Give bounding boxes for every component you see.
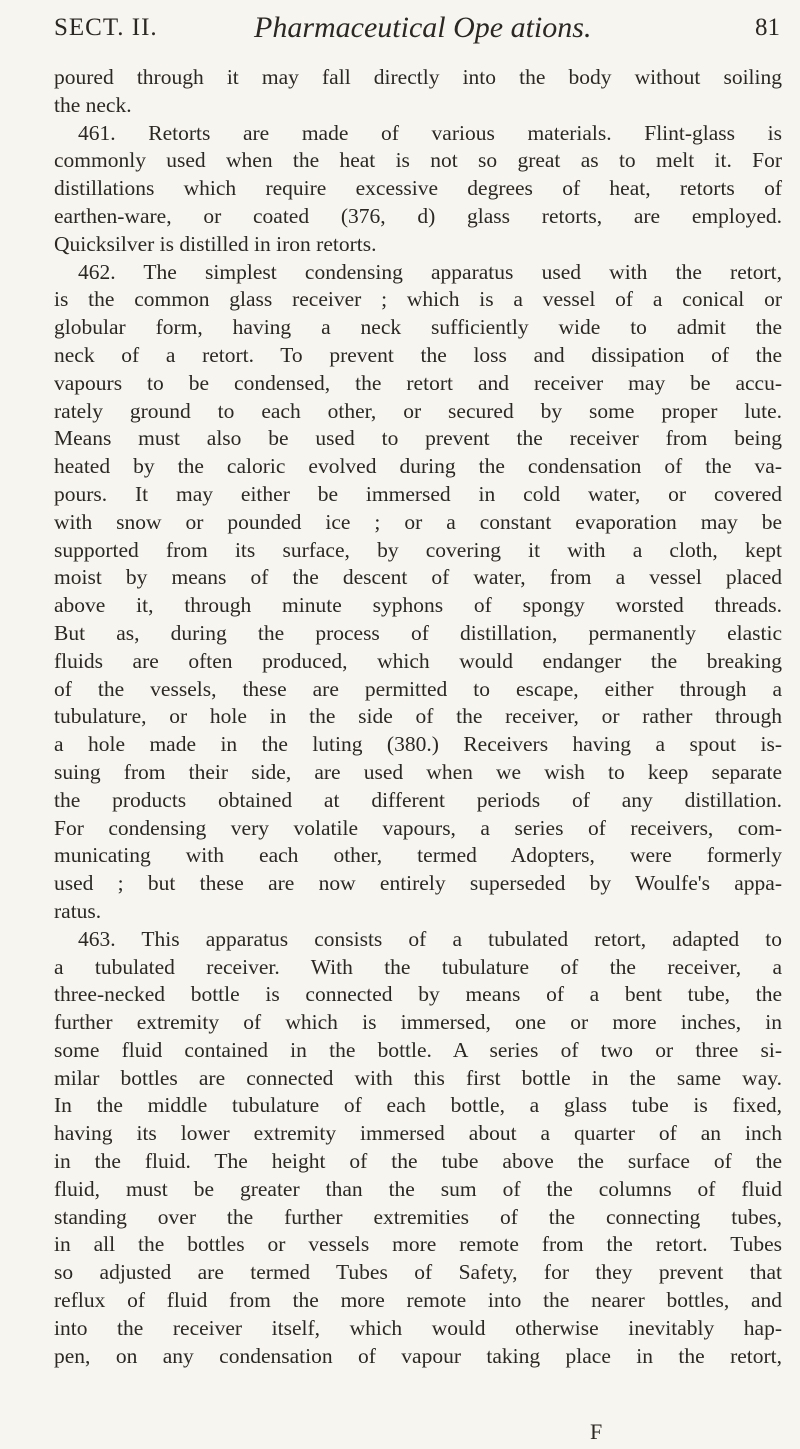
text-line: standing over the further extremities of the connecting tubes, xyxy=(54,1204,782,1229)
text-line: pen, on any condensation of vapour taking place in the retort, xyxy=(54,1343,782,1368)
text-line: is the common glass receiver ; which is a vessel of a conical or xyxy=(54,287,782,312)
text-line: 463. This apparatus consists of a tubulated retort, adapted to xyxy=(78,926,782,951)
text-line: so adjusted are termed Tubes of Safety, for they prevent that xyxy=(54,1260,782,1285)
text-line: rately ground to each other, or secured by some proper lute. xyxy=(54,398,782,423)
text-line: ratus. xyxy=(54,898,102,923)
text-line: But as, during the process of distillation, permanently elastic xyxy=(54,620,782,645)
text-line: tubulature, or hole in the side of the receiver, or rather through xyxy=(54,704,782,729)
text-line: heated by the caloric evolved during the condensation of the va- xyxy=(54,454,782,479)
text-line: earthen-ware, or coated (376, d) glass retorts, are employed. xyxy=(54,203,782,228)
text-line: three-necked bottle is connected by means of a bent tube, the xyxy=(54,982,782,1007)
text-line: neck of a retort. To prevent the loss and dissipation of the xyxy=(54,342,782,367)
text-line: municating with each other, termed Adopters, were formerly xyxy=(54,843,782,868)
page-number: 81 xyxy=(755,14,780,41)
text-line: fluid, must be greater than the sum of the columns of fluid xyxy=(54,1176,782,1201)
text-line: suing from their side, are used when we wish to keep separate xyxy=(54,759,782,784)
text-line: a hole made in the luting (380.) Receivers having a spout is- xyxy=(54,732,782,757)
text-line: distillations which require excessive degrees of heat, retorts of xyxy=(54,176,782,201)
text-line: in the fluid. The height of the tube above the surface of the xyxy=(54,1149,782,1174)
text-line: into the receiver itself, which would otherwise inevitably hap- xyxy=(54,1315,782,1340)
text-line: reflux of fluid from the more remote into the nearer bottles, and xyxy=(54,1288,782,1313)
signature-mark: F xyxy=(590,1419,603,1444)
section-label: SECT. II. xyxy=(54,14,158,41)
running-head xyxy=(54,6,780,50)
text-line: commonly used when the heat is not so great as to melt it. For xyxy=(54,148,782,173)
text-line: the neck. xyxy=(54,92,132,117)
text-line: some fluid contained in the bottle. A series of two or three si- xyxy=(54,1037,782,1062)
body-text xyxy=(54,64,782,1370)
text-line: of the vessels, these are permitted to escape, either through a xyxy=(54,676,782,701)
text-line: further extremity of which is immersed, one or more inches, in xyxy=(54,1010,782,1035)
text-line: milar bottles are connected with this first bottle in the same way. xyxy=(54,1065,782,1090)
text-line: having its lower extremity immersed about a quarter of an inch xyxy=(54,1121,782,1146)
text-line: pours. It may either be immersed in cold water, or covered xyxy=(54,481,782,506)
text-line: with snow or pounded ice ; or a constant evaporation may be xyxy=(54,509,782,534)
text-line: Quicksilver is distilled in iron retorts. xyxy=(54,231,377,256)
text-line: Means must also be used to prevent the receiver from being xyxy=(54,426,782,451)
text-line: a tubulated receiver. With the tubulature of the receiver, a xyxy=(54,954,782,979)
text-line: 462. The simplest condensing apparatus used with the retort, xyxy=(78,259,782,284)
text-line: globular form, having a neck sufficiently wide to admit the xyxy=(54,315,782,340)
text-line: moist by means of the descent of water, from a vessel placed xyxy=(54,565,782,590)
text-line: In the middle tubulature of each bottle, a glass tube is fixed, xyxy=(54,1093,782,1118)
text-line: poured through it may fall directly into the body without soiling xyxy=(54,65,782,89)
text-line: 461. Retorts are made of various materials. Flint-glass is xyxy=(78,120,782,145)
text-line: fluids are often produced, which would endanger the breaking xyxy=(54,648,782,673)
text-line: For condensing very volatile vapours, a series of receivers, com- xyxy=(54,815,782,840)
text-line: vapours to be condensed, the retort and receiver may be accu- xyxy=(54,370,782,395)
text-line: in all the bottles or vessels more remote from the retort. Tubes xyxy=(54,1232,782,1257)
text-line: supported from its surface, by covering it with a cloth, kept xyxy=(54,537,782,562)
text-line: above it, through minute syphons of spongy worsted threads. xyxy=(54,593,782,618)
running-title: Pharmaceutical Ope ations. xyxy=(254,11,592,44)
text-line: used ; but these are now entirely superseded by Woulfe's appa- xyxy=(54,871,782,896)
text-line: the products obtained at different periods of any distillation. xyxy=(54,787,782,812)
